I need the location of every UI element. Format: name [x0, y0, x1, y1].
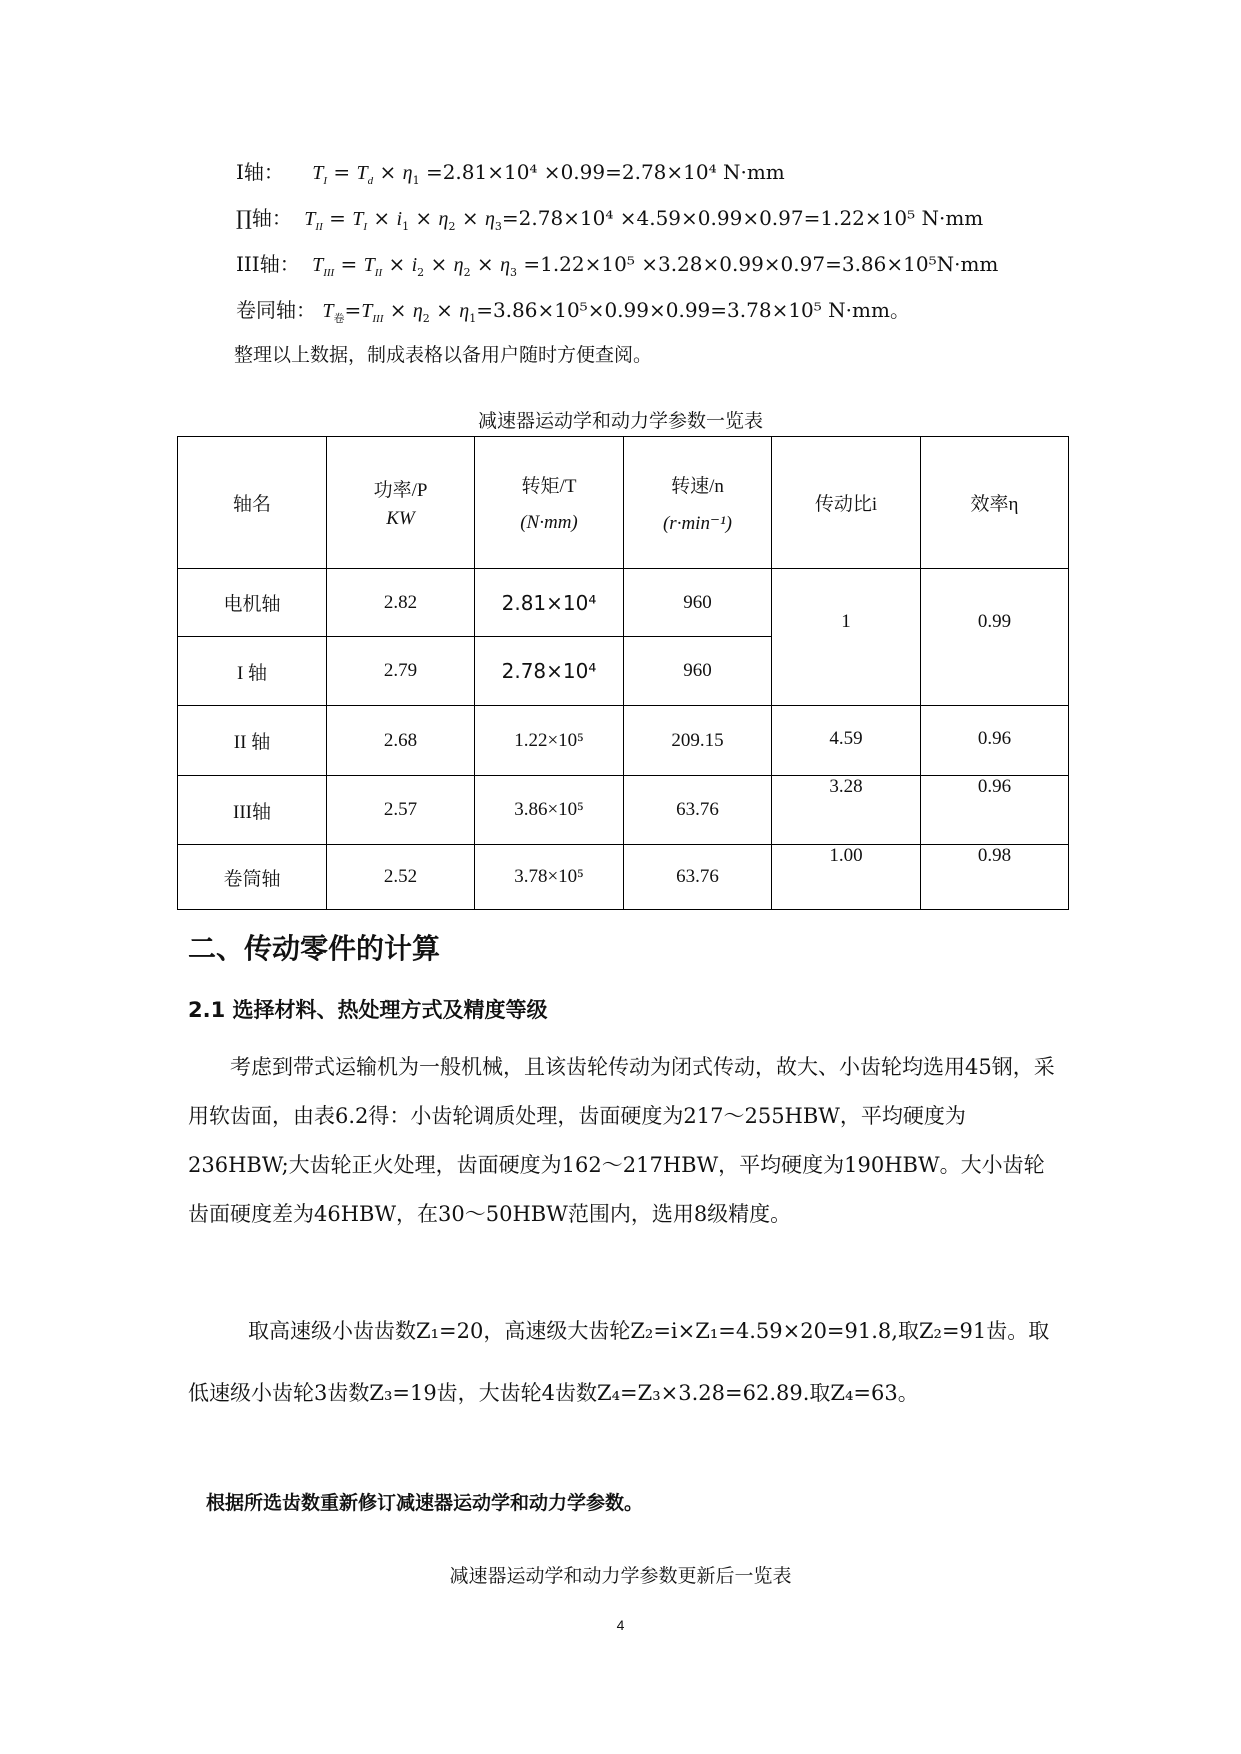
teeth-paragraph: [188, 1300, 1058, 1424]
cell-torque: 2.78×10⁴: [475, 637, 624, 706]
cell-torque: 3.86×10⁵: [475, 776, 624, 845]
table-row: [178, 776, 1069, 845]
cell-torque: 3.78×10⁵: [475, 845, 624, 910]
cell-shaft: 卷筒轴: [178, 845, 327, 910]
cell-power: 2.52: [327, 845, 475, 910]
equation-label: I轴：: [236, 160, 284, 184]
cell-shaft: I 轴: [178, 637, 327, 706]
equation-label: ∏轴：: [236, 206, 292, 230]
cell-torque: 2.81×10⁴: [475, 569, 624, 637]
parameter-table: [177, 436, 1069, 910]
cell-speed: 960: [624, 569, 772, 637]
cell-efficiency: 0.96: [921, 776, 1069, 845]
equation-value: =1.22×10⁵ ×3.28×0.99×0.97=3.86×10⁵N·mm: [523, 252, 999, 276]
header-ratio: 传动比i: [772, 437, 921, 569]
equation-value: =2.81×10⁴ ×0.99=2.78×10⁴ N·mm: [425, 160, 785, 184]
page-number: 4: [616, 1617, 625, 1633]
paragraph-text: 取高速级小齿齿数Z₁=20，高速级大齿轮Z₂=i×Z₁=4.59×20=91.8,取Z₂=91齿。取低速级小齿轮3齿数Z₃=19齿，大齿轮4齿数Z₄=Z₃×3.28=62.89.取Z₄=63。: [188, 1319, 1050, 1405]
bold-note: 根据所选齿数重新修订减速器运动学和动力学参数。: [206, 1492, 644, 1514]
cell-speed: 63.76: [624, 845, 772, 910]
equation-value: =2.78×10⁴ ×4.59×0.99×0.97=1.22×10⁵ N·mm: [501, 206, 984, 230]
table-row: [178, 706, 1069, 776]
table1-caption: 减速器运动学和动力学参数一览表: [477, 410, 763, 432]
equation-line-4: 卷同轴： $T_卷=T_{III} \times \eta_2 \times \eta_1=3.86\times 10^5\times 0.99\times 0.99=3.78\times 10^5$ N·mm。: [236, 298, 910, 325]
equation-label: 卷同轴：: [236, 298, 316, 322]
header-speed: 转速/n (r·min⁻¹): [624, 437, 772, 569]
cell-torque: 1.22×10⁵: [475, 706, 624, 776]
cell-ratio: 4.59: [772, 706, 921, 776]
section-title: 二、传动零件的计算: [188, 932, 441, 965]
table-row: [178, 569, 1069, 637]
header-torque: 转矩/T (N·mm): [475, 437, 624, 569]
header-shaft: 轴名: [178, 437, 327, 569]
cell-ratio: 3.28: [772, 776, 921, 845]
cell-speed: 63.76: [624, 776, 772, 845]
cell-efficiency: 0.96: [921, 706, 1069, 776]
paragraph-text: 考虑到带式运输机为一般机械，且该齿轮传动为闭式传动，故大、小齿轮均选用45钢，采用软齿面，由表6.2得：小齿轮调质处理，齿面硬度为217～255HBW，平均硬度为236HBW;大齿轮正火处理，齿面硬度为162～217HBW，平均硬度为190HBW。大小齿轮齿面硬度差为46HBW，在30～50HBW范围内，选用8级精度。: [188, 1055, 1055, 1226]
cell-shaft: 电机轴: [178, 569, 327, 637]
equation-value: =3.86×10⁵×0.99×0.99=3.78×10⁵ N·mm。: [476, 298, 910, 322]
material-paragraph: [188, 1043, 1058, 1239]
equation-line-1: I轴： $T_I = T_d \times \eta_1 =2.81\times 10^4 \times 0.99=2.78\times 10^4$ N·mm: [236, 160, 785, 187]
cell-speed: 960: [624, 637, 772, 706]
cell-efficiency: 0.99: [921, 569, 1069, 706]
cell-shaft: II 轴: [178, 706, 327, 776]
cell-power: 2.57: [327, 776, 475, 845]
table2-caption: 减速器运动学和动力学参数更新后一览表: [449, 1565, 792, 1587]
header-power: 功率/P KW: [327, 437, 475, 569]
table-header-row: [178, 437, 1069, 569]
cell-speed: 209.15: [624, 706, 772, 776]
cell-shaft: III轴: [178, 776, 327, 845]
cell-power: 2.82: [327, 569, 475, 637]
header-efficiency: 效率η: [921, 437, 1069, 569]
intro-text: 整理以上数据，制成表格以备用户随时方便查阅。: [234, 344, 653, 366]
cell-power: 2.79: [327, 637, 475, 706]
equation-line-3: III轴： $T_{III} = T_{II} \times i_2 \times \eta_2 \times \eta_3 =1.22\times 10^5 \times 3.28\times 0.99\times 0.97=3.86\times 10^5N\cdot mm$: [236, 252, 999, 279]
table-row: [178, 845, 1069, 910]
cell-power: 2.68: [327, 706, 475, 776]
subsection-title: 2.1 选择材料、热处理方式及精度等级: [188, 998, 548, 1022]
cell-ratio: 1.00: [772, 845, 921, 910]
equation-label: III轴：: [236, 252, 300, 276]
equation-line-2: ∏轴： $T_{II} = T_I \times i_1 \times \eta_2 \times \eta_3=2.78\times 10^4 \times 4.59\times 0.99\times 0.97=1.22\times 10^5$ N·mm: [236, 206, 984, 233]
cell-efficiency: 0.98: [921, 845, 1069, 910]
cell-ratio: 1: [772, 569, 921, 706]
